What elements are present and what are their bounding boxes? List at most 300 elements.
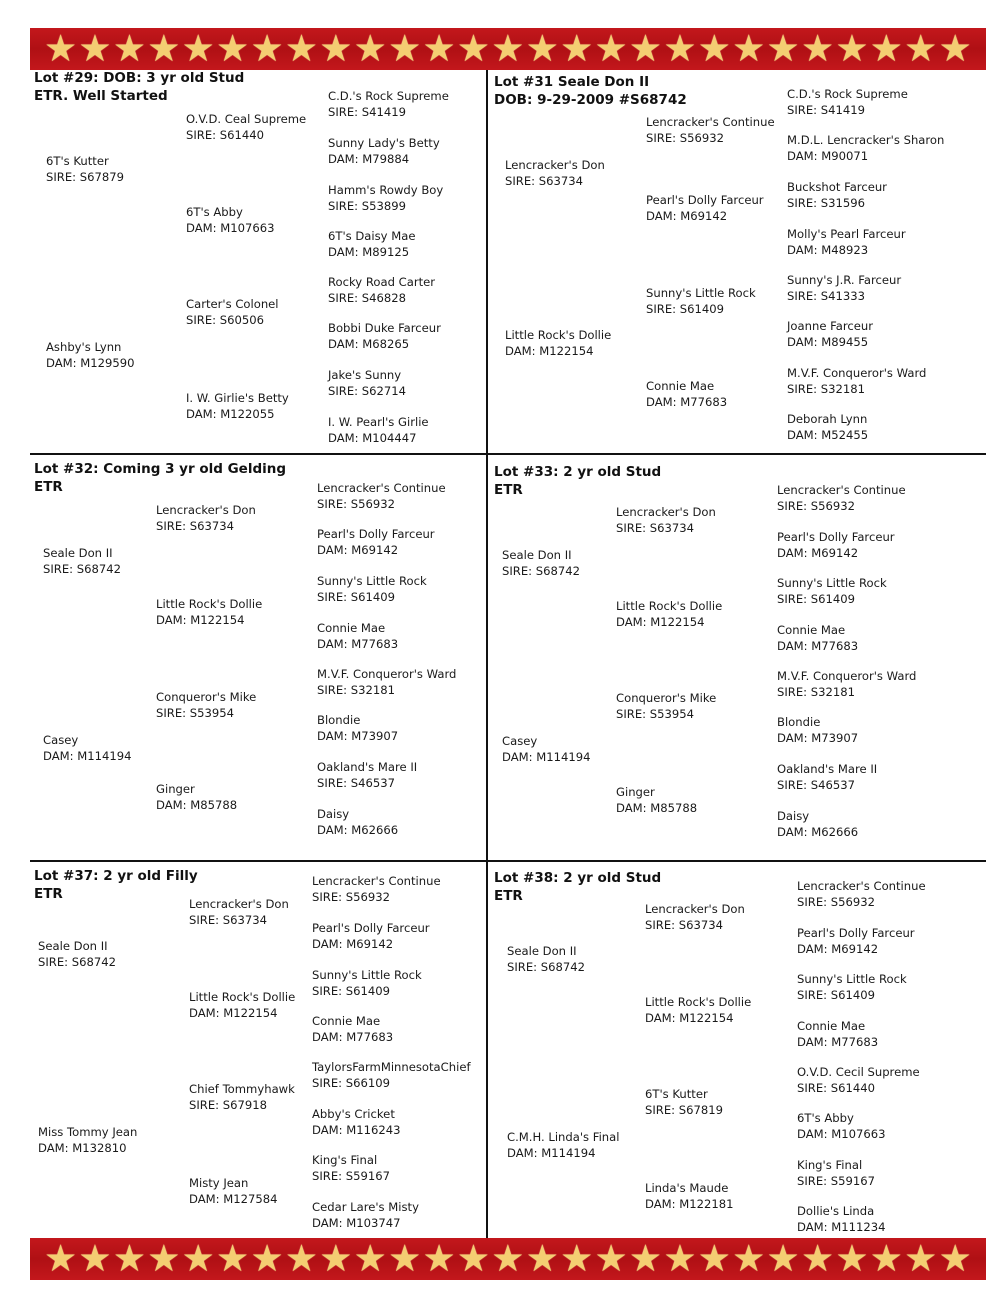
great-grandparent-entry: [777, 715, 858, 746]
bottom-star-banner: [30, 1238, 986, 1280]
registration-number: SIRE: S61440: [186, 127, 264, 142]
registration-number: DAM: M90071: [787, 148, 869, 163]
star-icon: ★: [628, 1238, 663, 1280]
horse-name: Connie Mae: [317, 621, 386, 635]
horse-name: Deborah Lynn: [787, 412, 868, 426]
registration-number: DAM: M129590: [46, 355, 135, 370]
great-grandparent-entry: [797, 972, 907, 1003]
star-icon: ★: [181, 28, 215, 70]
horse-name: Misty Jean: [189, 1176, 249, 1190]
sire-entry: [502, 548, 580, 579]
horse-name: Bobbi Duke Farceur: [328, 321, 441, 335]
registration-number: DAM: M122181: [645, 1196, 734, 1211]
registration-number: DAM: M69142: [317, 542, 399, 557]
great-grandparent-entry: [797, 879, 926, 910]
great-grandparent-entry: [787, 227, 906, 258]
dam-entry: [505, 328, 611, 359]
registration-number: SIRE: S62714: [328, 383, 406, 398]
registration-number: SIRE: S68742: [38, 954, 116, 969]
great-grandparent-entry: [787, 366, 926, 397]
horse-name: Daisy: [777, 809, 810, 823]
grandparent-entry: [646, 193, 764, 224]
star-icon: ★: [216, 28, 250, 70]
star-icon: ★: [732, 28, 766, 70]
horse-name: Sunny's Little Rock: [317, 574, 427, 588]
horse-name: C.D.'s Rock Supreme: [787, 87, 908, 101]
horse-name: Blondie: [777, 715, 821, 729]
star-icon: ★: [560, 28, 594, 70]
registration-number: SIRE: S32181: [777, 684, 855, 699]
horse-name: Lencracker's Continue: [646, 115, 775, 129]
grandparent-entry: [646, 379, 727, 410]
grandparent-entry: [156, 503, 256, 534]
grandparent-entry: [186, 297, 279, 328]
registration-number: SIRE: S56932: [312, 889, 390, 904]
star-icon: ★: [319, 1238, 353, 1280]
registration-number: SIRE: S68742: [43, 561, 121, 576]
registration-number: SIRE: S61409: [777, 591, 855, 606]
dam-entry: [38, 1125, 137, 1156]
registration-number: DAM: M122154: [616, 614, 705, 629]
grandparent-entry: [645, 902, 745, 933]
grandparent-entry: [616, 505, 716, 536]
horse-name: Oakland's Mare II: [317, 760, 418, 774]
registration-number: DAM: M73907: [317, 728, 399, 743]
great-grandparent-entry: [312, 968, 422, 999]
registration-number: DAM: M69142: [797, 941, 879, 956]
horse-name: Seale Don II: [502, 548, 572, 562]
registration-number: DAM: M114194: [502, 749, 591, 764]
registration-number: SIRE: S56932: [646, 130, 724, 145]
registration-number: SIRE: S59167: [312, 1168, 390, 1183]
star-icon: ★: [904, 1238, 938, 1280]
star-icon: ★: [456, 28, 491, 70]
grandparent-entry: [186, 112, 306, 143]
horse-name: Pearl's Dolly Farceur: [777, 530, 895, 544]
registration-number: SIRE: S41333: [787, 288, 865, 303]
star-icon: ★: [560, 1238, 594, 1280]
horse-name: Lencracker's Don: [645, 902, 745, 916]
registration-number: SIRE: S46537: [777, 777, 855, 792]
registration-number: DAM: M77683: [777, 638, 859, 653]
horse-name: M.D.L. Lencracker's Sharon: [787, 133, 945, 147]
star-icon: ★: [112, 28, 146, 70]
sire-entry: [505, 158, 605, 189]
great-grandparent-entry: [797, 926, 915, 957]
horse-name: Rocky Road Carter: [328, 275, 436, 289]
great-grandparent-entry: [312, 874, 441, 905]
lot-title: [494, 463, 661, 499]
horse-name: Hamm's Rowdy Boy: [328, 183, 444, 197]
grandparent-entry: [189, 1082, 295, 1113]
lot-title-line: ETR: [34, 886, 63, 902]
registration-number: DAM: M62666: [317, 822, 399, 837]
horse-name: M.V.F. Conqueror's Ward: [317, 667, 457, 681]
registration-number: SIRE: S56932: [777, 498, 855, 513]
dam-entry: [507, 1130, 619, 1161]
lot-title-line: Lot #32: Coming 3 yr old Gelding: [34, 461, 287, 477]
great-grandparent-entry: [797, 1158, 875, 1189]
dam-entry: [502, 734, 591, 765]
grandparent-entry: [645, 1181, 734, 1212]
star-icon: ★: [732, 1238, 766, 1280]
registration-number: DAM: M114194: [43, 748, 132, 763]
lot-title: [34, 69, 244, 105]
horse-name: Lencracker's Don: [616, 505, 716, 519]
horse-name: Lencracker's Don: [156, 503, 256, 517]
horse-name: Dollie's Linda: [797, 1204, 875, 1218]
great-grandparent-entry: [328, 229, 415, 260]
grandparent-entry: [646, 286, 756, 317]
great-grandparent-entry: [328, 136, 440, 167]
great-grandparent-entry: [317, 760, 417, 791]
sire-entry: [507, 944, 585, 975]
horse-name: Pearl's Dolly Farceur: [646, 193, 764, 207]
horse-name: Ginger: [156, 782, 195, 796]
star-icon: ★: [835, 1238, 869, 1280]
great-grandparent-entry: [787, 412, 868, 443]
star-icon: ★: [525, 28, 559, 70]
horse-name: M.V.F. Conqueror's Ward: [787, 366, 927, 380]
grandparent-entry: [616, 599, 722, 630]
star-icon: ★: [766, 1238, 800, 1280]
star-icon: ★: [319, 28, 353, 70]
registration-number: DAM: M85788: [156, 797, 238, 812]
great-grandparent-entry: [328, 368, 406, 399]
star-icon: ★: [44, 1238, 78, 1280]
registration-number: SIRE: S66109: [312, 1075, 390, 1090]
horse-name: Jake's Sunny: [328, 368, 402, 382]
registration-number: SIRE: S32181: [317, 682, 395, 697]
horse-name: Lencracker's Continue: [312, 874, 441, 888]
registration-number: SIRE: S32181: [787, 381, 865, 396]
lot-title: [494, 869, 661, 905]
horse-name: Connie Mae: [312, 1014, 381, 1028]
horse-name: Conqueror's Mike: [616, 691, 717, 705]
grandparent-entry: [156, 782, 237, 813]
great-grandparent-entry: [328, 415, 429, 446]
dam-entry: [43, 733, 132, 764]
registration-number: DAM: M116243: [312, 1122, 401, 1137]
star-icon: ★: [525, 1238, 559, 1280]
registration-number: SIRE: S56932: [317, 496, 395, 511]
star-icon: ★: [181, 1238, 215, 1280]
registration-number: DAM: M107663: [797, 1126, 886, 1141]
star-icon: ★: [422, 1238, 456, 1280]
great-grandparent-entry: [777, 809, 858, 840]
great-grandparent-entry: [787, 319, 873, 350]
great-grandparent-entry: [312, 1153, 390, 1184]
registration-number: DAM: M103747: [312, 1215, 401, 1230]
horse-name: Linda's Maude: [645, 1181, 729, 1195]
horse-name: M.V.F. Conqueror's Ward: [777, 669, 917, 683]
horse-name: Sunny Lady's Betty: [328, 136, 440, 150]
star-icon: ★: [766, 28, 800, 70]
horse-name: Sunny's Little Rock: [777, 576, 887, 590]
horse-name: Sunny's Little Rock: [797, 972, 907, 986]
great-grandparent-entry: [312, 1060, 471, 1091]
registration-number: DAM: M122154: [645, 1010, 734, 1025]
registration-number: SIRE: S46537: [317, 775, 395, 790]
horse-name: Buckshot Farceur: [787, 180, 887, 194]
great-grandparent-entry: [317, 621, 398, 652]
horse-name: 6T's Kutter: [645, 1087, 708, 1101]
horse-name: Cedar Lare's Misty: [312, 1200, 419, 1214]
horse-name: Blondie: [317, 713, 361, 727]
horse-name: Sunny's Little Rock: [646, 286, 756, 300]
star-icon: ★: [216, 1238, 250, 1280]
registration-number: SIRE: S59167: [797, 1173, 875, 1188]
great-grandparent-entry: [317, 574, 427, 605]
horse-name: O.V.D. Cecil Supreme: [797, 1065, 920, 1079]
horse-name: Lencracker's Continue: [317, 481, 446, 495]
great-grandparent-entry: [328, 89, 449, 120]
registration-number: SIRE: S56932: [797, 894, 875, 909]
horse-name: King's Final: [312, 1153, 378, 1167]
great-grandparent-entry: [797, 1065, 920, 1096]
great-grandparent-entry: [777, 623, 858, 654]
registration-number: DAM: M107663: [186, 220, 275, 235]
registration-number: DAM: M89125: [328, 244, 410, 259]
registration-number: SIRE: S67819: [645, 1102, 723, 1117]
registration-number: DAM: M62666: [777, 824, 859, 839]
sire-entry: [43, 546, 121, 577]
great-grandparent-entry: [317, 527, 435, 558]
great-grandparent-entry: [317, 667, 456, 698]
registration-number: DAM: M111234: [797, 1219, 886, 1234]
horse-name: Casey: [43, 733, 79, 747]
grandparent-entry: [645, 1087, 723, 1118]
star-icon: ★: [250, 28, 284, 70]
horse-name: I. W. Pearl's Girlie: [328, 415, 429, 429]
horse-name: 6T's Abby: [797, 1111, 854, 1125]
registration-number: SIRE: S60506: [186, 312, 264, 327]
star-icon: ★: [869, 28, 903, 70]
great-grandparent-entry: [328, 321, 441, 352]
horse-name: Ginger: [616, 785, 655, 799]
registration-number: SIRE: S63734: [505, 173, 583, 188]
registration-number: DAM: M77683: [646, 394, 728, 409]
star-icon: ★: [697, 28, 731, 70]
registration-number: SIRE: S68742: [507, 959, 585, 974]
registration-number: DAM: M122154: [156, 612, 245, 627]
horse-name: King's Final: [797, 1158, 863, 1172]
registration-number: DAM: M69142: [777, 545, 859, 560]
horse-name: Oakland's Mare II: [777, 762, 878, 776]
registration-number: DAM: M52455: [787, 427, 869, 442]
horse-name: Joanne Farceur: [787, 319, 873, 333]
star-icon: ★: [491, 28, 525, 70]
great-grandparent-entry: [777, 530, 895, 561]
lot-title-line: ETR: [494, 888, 523, 904]
grandparent-entry: [616, 785, 697, 816]
great-grandparent-entry: [312, 1107, 401, 1138]
lot-title-line: ETR. Well Started: [34, 88, 168, 104]
great-grandparent-entry: [797, 1111, 886, 1142]
grandparent-entry: [189, 990, 295, 1021]
lot-title: [34, 460, 286, 496]
horse-name: Little Rock's Dollie: [189, 990, 296, 1004]
star-icon: ★: [491, 1238, 525, 1280]
horse-name: Pearl's Dolly Farceur: [317, 527, 435, 541]
star-icon: ★: [388, 1238, 422, 1280]
registration-number: DAM: M69142: [312, 936, 394, 951]
grandparent-entry: [186, 205, 275, 236]
lot-title-line: Lot #29: DOB: 3 yr old Stud: [34, 70, 245, 86]
registration-number: SIRE: S61409: [317, 589, 395, 604]
horse-name: Little Rock's Dollie: [616, 599, 723, 613]
star-icon: ★: [353, 1238, 387, 1280]
registration-number: DAM: M77683: [797, 1034, 879, 1049]
horse-name: Molly's Pearl Farceur: [787, 227, 906, 241]
star-icon: ★: [44, 28, 78, 70]
registration-number: DAM: M114194: [507, 1145, 596, 1160]
registration-number: SIRE: S41419: [328, 104, 406, 119]
registration-number: SIRE: S46828: [328, 290, 406, 305]
registration-number: SIRE: S41419: [787, 102, 865, 117]
horse-name: Abby's Cricket: [312, 1107, 395, 1121]
great-grandparent-entry: [787, 273, 901, 304]
horse-name: Lencracker's Continue: [777, 483, 906, 497]
star-icon: ★: [663, 1238, 697, 1280]
registration-number: DAM: M68265: [328, 336, 410, 351]
horse-name: Casey: [502, 734, 538, 748]
grandparent-entry: [189, 897, 289, 928]
registration-number: SIRE: S67918: [189, 1097, 267, 1112]
great-grandparent-entry: [787, 87, 908, 118]
star-icon: ★: [147, 28, 181, 70]
horse-name: Pearl's Dolly Farceur: [797, 926, 915, 940]
horse-name: Daisy: [317, 807, 350, 821]
horse-name: Miss Tommy Jean: [38, 1125, 138, 1139]
horse-name: C.M.H. Linda's Final: [507, 1130, 620, 1144]
horse-name: O.V.D. Ceal Supreme: [186, 112, 307, 126]
star-icon: ★: [284, 28, 319, 70]
great-grandparent-entry: [317, 481, 446, 512]
great-grandparent-entry: [777, 576, 887, 607]
great-grandparent-entry: [312, 1200, 419, 1231]
registration-number: DAM: M48923: [787, 242, 869, 257]
star-icon: ★: [697, 1238, 731, 1280]
star-icon: ★: [904, 28, 938, 70]
horse-name: Chief Tommyhawk: [189, 1082, 295, 1096]
star-icon: ★: [800, 28, 835, 70]
horse-name: C.D.'s Rock Supreme: [328, 89, 449, 103]
horse-name: Pearl's Dolly Farceur: [312, 921, 430, 935]
registration-number: DAM: M73907: [777, 730, 859, 745]
registration-number: SIRE: S61440: [797, 1080, 875, 1095]
grandparent-entry: [645, 995, 751, 1026]
center-divider: [486, 70, 488, 1238]
sire-entry: [38, 939, 116, 970]
great-grandparent-entry: [797, 1204, 886, 1235]
star-icon: ★: [835, 28, 869, 70]
registration-number: SIRE: S63734: [616, 520, 694, 535]
star-icon: ★: [594, 28, 628, 70]
registration-number: DAM: M77683: [312, 1029, 394, 1044]
horse-name: Connie Mae: [777, 623, 846, 637]
registration-number: SIRE: S61409: [797, 987, 875, 1002]
star-icon: ★: [869, 1238, 903, 1280]
registration-number: DAM: M79884: [328, 151, 410, 166]
grandparent-entry: [646, 115, 775, 146]
great-grandparent-entry: [777, 669, 916, 700]
row-divider-1: [30, 453, 986, 455]
registration-number: SIRE: S67879: [46, 169, 124, 184]
star-icon: ★: [284, 1238, 319, 1280]
star-icon: ★: [456, 1238, 491, 1280]
great-grandparent-entry: [317, 807, 398, 838]
registration-number: DAM: M104447: [328, 430, 417, 445]
registration-number: SIRE: S31596: [787, 195, 865, 210]
horse-name: I. W. Girlie's Betty: [186, 391, 289, 405]
great-grandparent-entry: [787, 133, 944, 164]
lot-title-line: Lot #38: 2 yr old Stud: [494, 870, 662, 886]
registration-number: DAM: M122055: [186, 406, 275, 421]
horse-name: Lencracker's Continue: [797, 879, 926, 893]
registration-number: DAM: M127584: [189, 1191, 278, 1206]
star-icon: ★: [78, 28, 112, 70]
registration-number: SIRE: S68742: [502, 563, 580, 578]
great-grandparent-entry: [328, 183, 443, 214]
registration-number: DAM: M132810: [38, 1140, 127, 1155]
great-grandparent-entry: [328, 275, 435, 306]
dam-entry: [46, 340, 135, 371]
star-icon: ★: [250, 1238, 284, 1280]
registration-number: SIRE: S53899: [328, 198, 406, 213]
great-grandparent-entry: [317, 713, 398, 744]
registration-number: SIRE: S61409: [312, 983, 390, 998]
lot-title-line: DOB: 9-29-2009 #S68742: [494, 92, 687, 108]
lot-title-line: ETR: [34, 479, 63, 495]
horse-name: Lencracker's Don: [189, 897, 289, 911]
star-icon: ★: [938, 1238, 972, 1280]
horse-name: Lencracker's Don: [505, 158, 605, 172]
horse-name: Little Rock's Dollie: [156, 597, 263, 611]
lot-title-line: Lot #31 Seale Don II: [494, 74, 650, 90]
registration-number: SIRE: S53954: [616, 706, 694, 721]
star-icon: ★: [938, 28, 972, 70]
registration-number: SIRE: S63734: [189, 912, 267, 927]
horse-name: Little Rock's Dollie: [505, 328, 612, 342]
registration-number: DAM: M77683: [317, 636, 399, 651]
grandparent-entry: [186, 391, 289, 422]
horse-name: Ashby's Lynn: [46, 340, 122, 354]
horse-name: 6T's Kutter: [46, 154, 109, 168]
horse-name: Seale Don II: [43, 546, 113, 560]
sire-entry: [46, 154, 124, 185]
registration-number: DAM: M89455: [787, 334, 869, 349]
star-icon: ★: [388, 28, 422, 70]
horse-name: Seale Don II: [507, 944, 577, 958]
great-grandparent-entry: [787, 180, 887, 211]
star-icon: ★: [628, 28, 663, 70]
grandparent-entry: [156, 690, 256, 721]
horse-name: 6T's Abby: [186, 205, 243, 219]
horse-name: Carter's Colonel: [186, 297, 279, 311]
star-icon: ★: [422, 28, 456, 70]
registration-number: DAM: M122154: [189, 1005, 278, 1020]
grandparent-entry: [189, 1176, 278, 1207]
horse-name: Sunny's Little Rock: [312, 968, 422, 982]
registration-number: SIRE: S53954: [156, 705, 234, 720]
great-grandparent-entry: [312, 1014, 393, 1045]
lot-title: [34, 867, 198, 903]
horse-name: TaylorsFarmMinnesotaChief: [312, 1060, 471, 1074]
great-grandparent-entry: [312, 921, 430, 952]
star-icon: ★: [78, 1238, 112, 1280]
grandparent-entry: [616, 691, 716, 722]
